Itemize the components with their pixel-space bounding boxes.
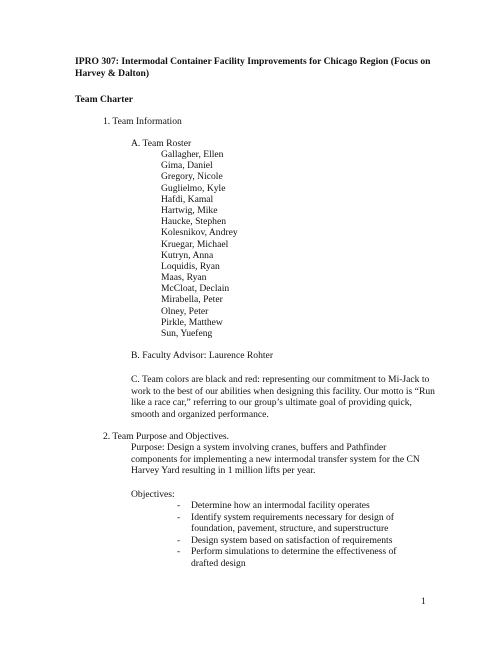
roster-member: Gregory, Nicole bbox=[161, 171, 223, 183]
bullet-dash: - bbox=[177, 511, 181, 523]
objective-item bbox=[177, 535, 422, 547]
roster-member: McCloat, Declain bbox=[161, 283, 230, 295]
roster-member: Kutryn, Anna bbox=[161, 249, 214, 261]
roster-member: Maas, Ryan bbox=[161, 272, 207, 284]
roster-member: Mirabella, Peter bbox=[161, 294, 223, 306]
bullet-dash: - bbox=[177, 500, 181, 511]
faculty-advisor: B. Faculty Advisor: Laurence Rohter bbox=[131, 350, 274, 361]
roster-member: Gima, Daniel bbox=[161, 160, 213, 172]
objective-item bbox=[177, 500, 422, 512]
roster-member: Hafdi, Kamal bbox=[161, 193, 214, 205]
roster-member: Olney, Peter bbox=[161, 305, 209, 317]
team-charter-heading: Team Charter bbox=[75, 94, 133, 105]
objective-text: Determine how an intermodal facility operates bbox=[191, 500, 370, 511]
objective-text: Perform simulations to determine the effectiveness of drafted design bbox=[191, 546, 397, 569]
page-number: 1 bbox=[421, 596, 426, 607]
roster-member: Guglielmo, Kyle bbox=[161, 182, 226, 194]
objective-text: Design system based on satisfaction of requirements bbox=[191, 534, 393, 546]
objectives-list bbox=[177, 500, 422, 569]
bullet-dash: - bbox=[177, 534, 181, 546]
objective-item bbox=[177, 512, 422, 535]
roster-member: Haucke, Stephen bbox=[161, 216, 227, 228]
team-roster-heading: A. Team Roster bbox=[131, 138, 192, 149]
objective-text: Identify system requirements necessary for design of foundation, pavement, structure, and superstructure bbox=[191, 511, 395, 534]
bullet-dash: - bbox=[177, 546, 181, 557]
section-purpose-objectives-heading: 2. Team Purpose and Objectives. bbox=[103, 431, 229, 442]
team-roster-list bbox=[161, 149, 238, 339]
roster-member: Sun, Yuefeng bbox=[161, 328, 213, 339]
roster-member: Loquidis, Ryan bbox=[161, 260, 220, 272]
purpose-paragraph: Purpose: Design a system involving cranes, buffers and Pathfinder components for implementing a new intermodal transfer system for the CN Harvey Yard resulting in 1 million lifts per year. bbox=[131, 442, 420, 476]
roster-member: Kruegar, Michael bbox=[161, 238, 229, 250]
objectives-heading: Objectives: bbox=[131, 489, 175, 500]
roster-member: Kolesnikov, Andrey bbox=[161, 227, 238, 239]
roster-member: Hartwig, Mike bbox=[161, 204, 218, 216]
team-colors-paragraph: C. Team colors are black and red: representing our commitment to Mi-Jack to work to the best of our abilities when designing this facility. Our motto is “Run like a race car,” referring to our group’s ultimate goal of providing quick, smooth and organized performance. bbox=[131, 374, 435, 420]
section-team-information-heading: 1. Team Information bbox=[103, 116, 182, 127]
objective-item bbox=[177, 546, 422, 569]
roster-member: Gallagher, Ellen bbox=[161, 149, 224, 160]
document-title: IPRO 307: Intermodal Container Facility Improvements for Chicago Region (Focus on Harvey & Dalton) bbox=[75, 56, 431, 79]
roster-member: Pirkle, Matthew bbox=[161, 316, 223, 328]
